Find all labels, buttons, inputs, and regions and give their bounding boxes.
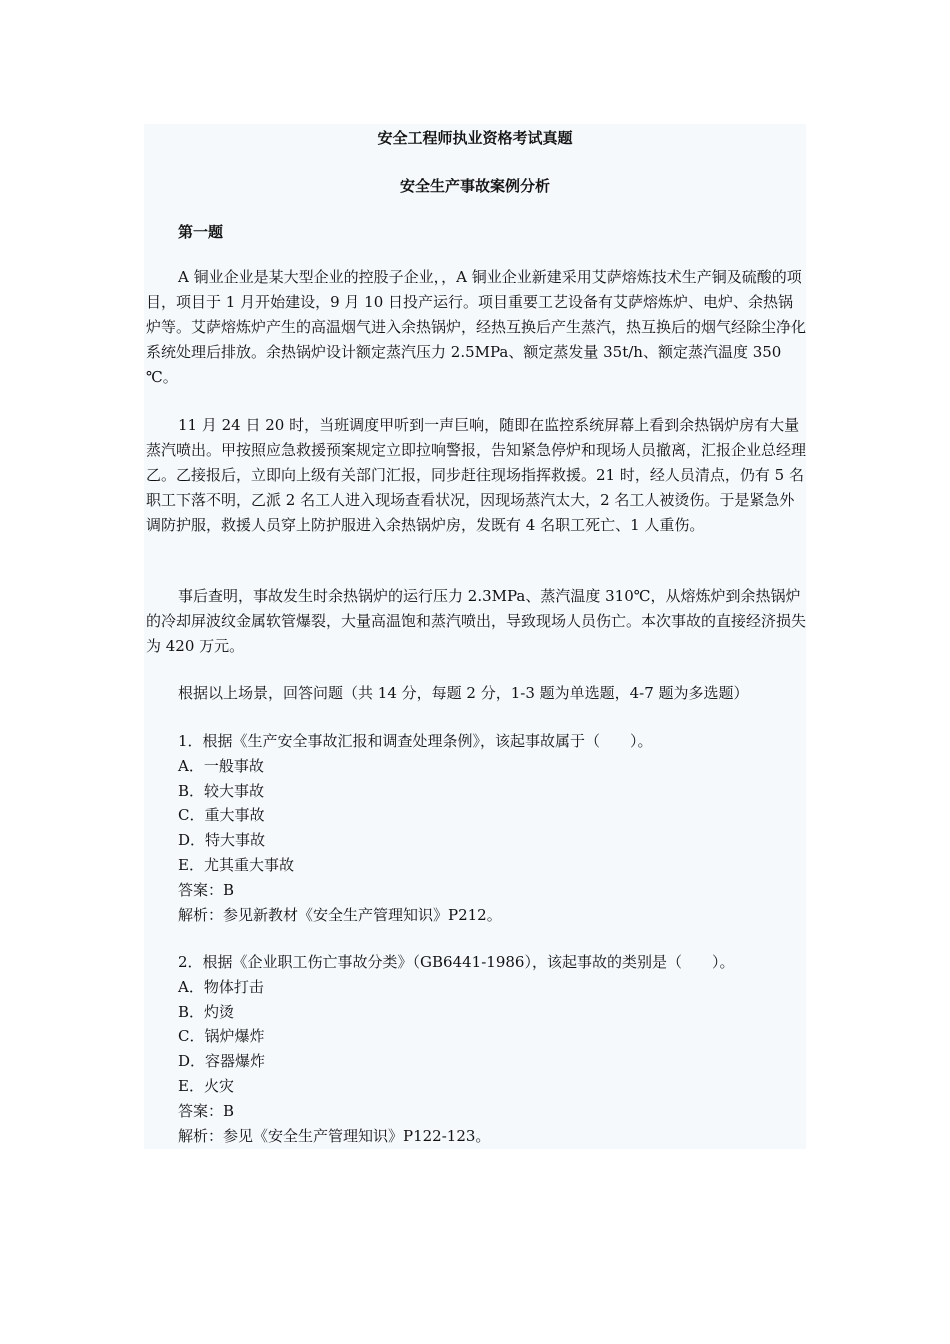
answer: 答案：B: [178, 1101, 235, 1120]
option-b: B．灼烫: [178, 1002, 235, 1021]
scenario-paragraph-2: 11 月 24 日 20 时，当班调度甲听到一声巨响，随即在监控系统屏幕上看到余热锅炉房有大量蒸汽喷出。甲按照应急救援预案规定立即拉响警报，告知紧急停炉和现场人员撤离，汇报企业总经理乙。乙接报后，立即向上级有关部门汇报，同步赶往现场指挥救援。21 时，经人员清点，仍有 5 名职工下落不明，乙派 2 名工人进入现场查看状况，因现场蒸汽太大，2 名工人被烫伤。于是紧急外调防护服，救援人员穿上防护服进入余热锅炉房，发既有 4 名职工死亡、1 人重伤。: [146, 416, 807, 534]
analysis: 解析：参见《安全生产管理知识》P122-123。: [178, 1126, 491, 1145]
option-a: A．物体打击: [178, 977, 264, 996]
option-c: C．重大事故: [178, 806, 265, 825]
document-subtitle: 安全生产事故案例分析: [399, 177, 550, 195]
section-heading: 第一题: [178, 223, 224, 241]
option-e: E．火灾: [178, 1076, 234, 1095]
scenario-paragraph-3: 事后查明，事故发生时余热锅炉的运行压力 2.3MPa、蒸汽温度 310℃，从熔炼炉到余热锅炉的冷却屏波纹金属软管爆裂，大量高温饱和蒸汽喷出，导致现场人员伤亡。本次事故的直接经济损失为 420 万元。: [146, 587, 807, 655]
answer: 答案：B: [178, 880, 235, 899]
question-1: [178, 729, 808, 927]
option-e: E．尤其重大事故: [178, 855, 294, 874]
option-d: D．容器爆炸: [178, 1052, 266, 1071]
question-stem: 1．根据《生产安全事故汇报和调查处理条例》，该起事故属于（ ）。: [178, 732, 653, 750]
instructions-paragraph: 根据以上场景，回答问题（共 14 分，每题 2 分，1-3 题为单选题，4-7 题为多选题）: [178, 684, 749, 702]
option-d: D．特大事故: [178, 831, 266, 850]
question-stem: 2．根据《企业职工伤亡事故分类》（GB6441-1986），该起事故的类别是（ ）。: [178, 953, 735, 971]
scenario-paragraph-1: A 铜业企业是某大型企业的控股子企业，，A 铜业企业新建采用艾萨熔炼技术生产铜及硫酸的项目，项目于 1 月开始建设，9 月 10 日投产运行。项目重要工艺设备有艾萨熔炼炉、电炉、余热锅炉等。艾萨熔炼炉产生的高温烟气进入余热锅炉，经热互换后产生蒸汽，热互换后的烟气经除尘净化系统处理后排放。余热锅炉设计额定蒸汽压力 2.5MPa、额定蒸发量 35t/h、额定蒸汽温度 350 ℃。: [146, 268, 807, 386]
document-title: 安全工程师执业资格考试真题: [377, 129, 573, 147]
document-content-block: [144, 124, 806, 1149]
question-2: [178, 950, 808, 1148]
analysis: 解析：参见新教材《安全生产管理知识》P212。: [178, 905, 502, 924]
option-b: B．较大事故: [178, 781, 265, 800]
option-c: C．锅炉爆炸: [178, 1027, 265, 1046]
option-a: A．一般事故: [178, 756, 264, 775]
